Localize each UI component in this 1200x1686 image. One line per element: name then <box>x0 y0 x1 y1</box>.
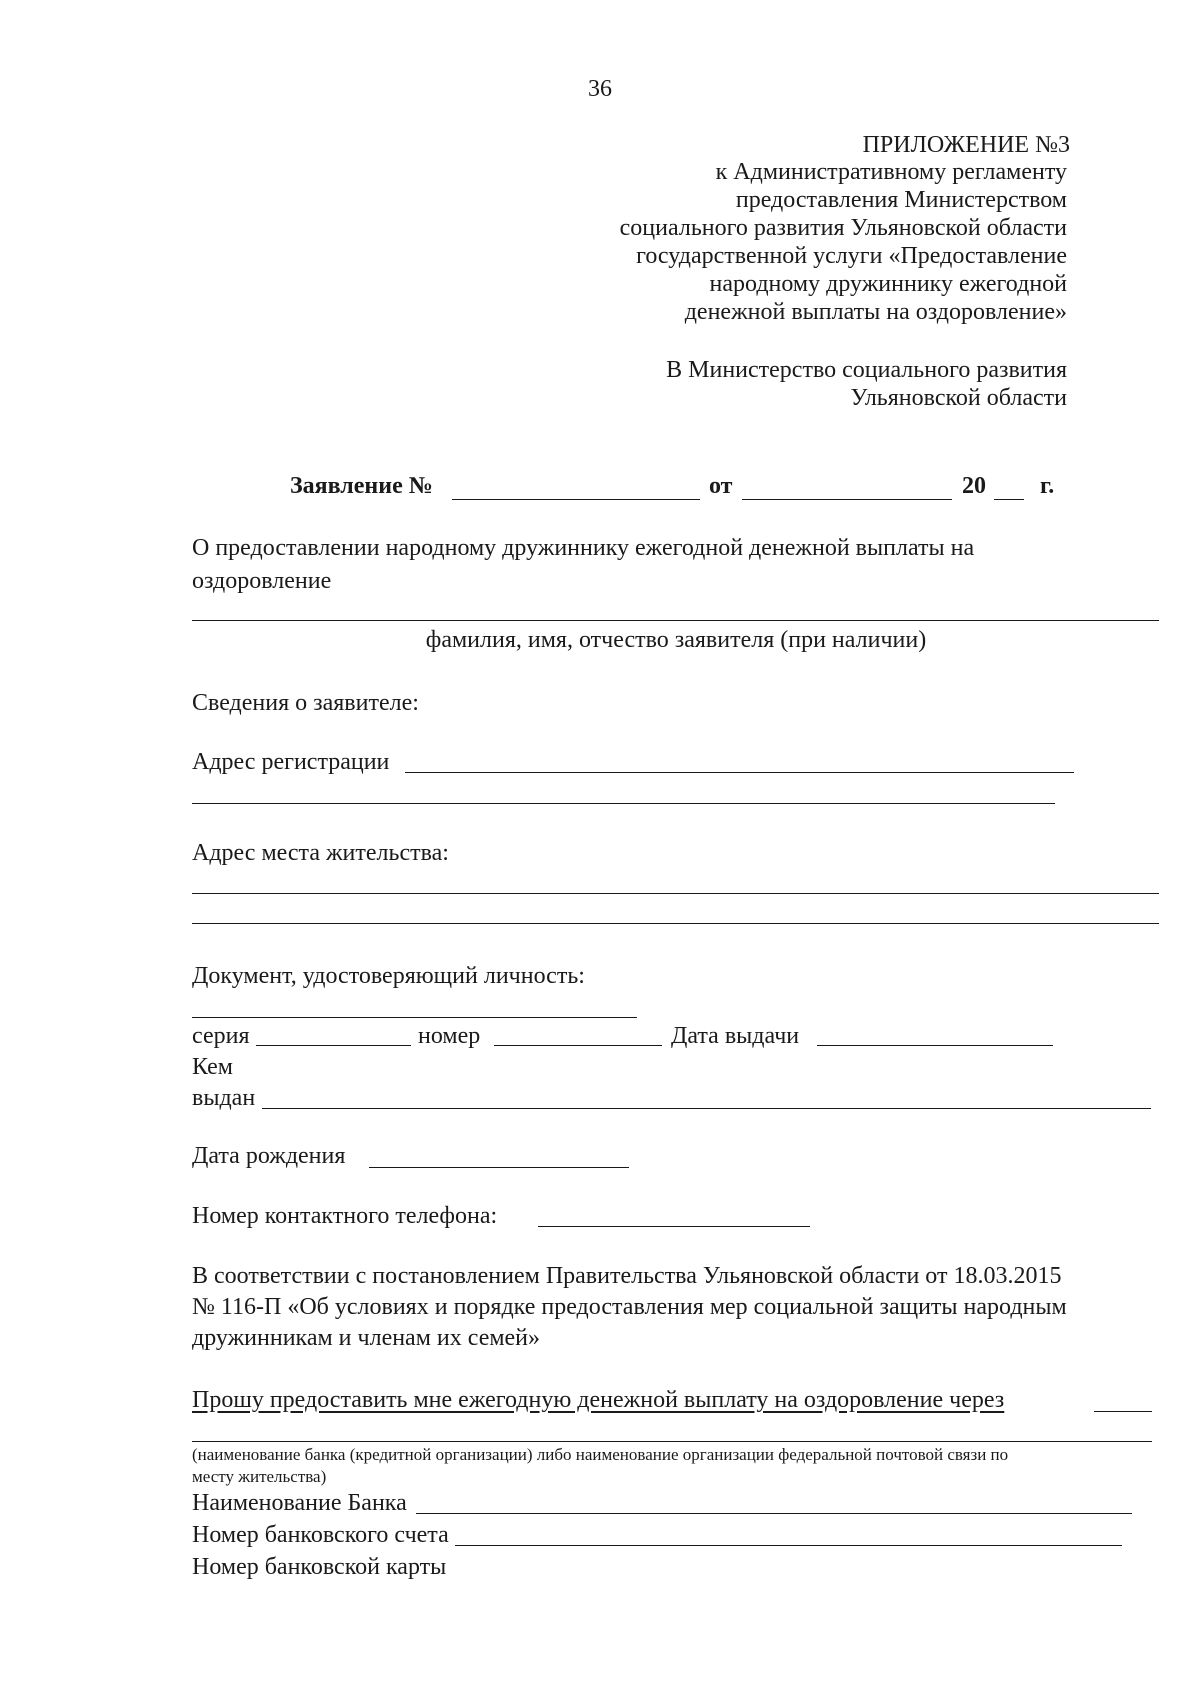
issue-date-field[interactable] <box>817 1045 1053 1046</box>
phone-field[interactable] <box>538 1226 810 1227</box>
subject-line: оздоровление <box>192 568 332 594</box>
bank-card-label: Номер банковской карты <box>192 1554 447 1580</box>
fio-caption: фамилия, имя, отчество заявителя (при наличии) <box>425 627 927 653</box>
bank-name-field[interactable] <box>416 1513 1132 1514</box>
series-field[interactable] <box>256 1045 411 1046</box>
appendix-line: к Административному регламенту <box>715 159 1067 185</box>
year-field[interactable] <box>994 499 1024 500</box>
addressee-line: Ульяновской области <box>850 385 1067 411</box>
reg-address-field[interactable] <box>405 772 1074 773</box>
phone-label: Номер контактного телефона: <box>192 1203 498 1229</box>
id-document-field[interactable] <box>192 1017 637 1018</box>
bank-caption-line: месту жительства) <box>192 1467 327 1486</box>
request-text: Прошу предоставить мне ежегодную денежной выплату на оздоровление через <box>192 1387 1005 1413</box>
number-label: номер <box>418 1023 481 1049</box>
id-document-label: Документ, удостоверяющий личность: <box>192 963 585 989</box>
year-label: 20 <box>962 473 986 499</box>
appendix-line: предоставления Министерством <box>735 187 1067 213</box>
number-field[interactable] <box>494 1045 662 1046</box>
issue-date-label: Дата выдачи <box>671 1023 800 1049</box>
application-date-field[interactable] <box>742 499 952 500</box>
residence-address-field-line-2[interactable] <box>192 923 1159 924</box>
bank-field[interactable] <box>1094 1411 1152 1412</box>
series-label: серия <box>192 1023 250 1049</box>
residence-address-label: Адрес места жительства: <box>192 840 449 866</box>
issued-by-label: выдан <box>192 1085 256 1111</box>
legal-basis-line: дружинникам и членам их семей» <box>192 1325 541 1351</box>
page-number: 36 <box>588 76 612 102</box>
bank-caption-line: (наименование банка (кредитной организации) либо наименование организации федеральной почтовой связи по <box>192 1445 1009 1464</box>
subject-line: О предоставлении народному дружиннику ежегодной денежной выплаты на <box>192 535 975 561</box>
residence-address-field[interactable] <box>192 893 1159 894</box>
bank-account-label: Номер банковского счета <box>192 1522 449 1548</box>
date-from-label: от <box>709 473 733 499</box>
appendix-line: социального развития Ульяновской области <box>619 215 1067 241</box>
appendix-line: народному дружиннику ежегодной <box>709 271 1067 297</box>
birth-date-field[interactable] <box>369 1167 629 1168</box>
bank-account-field[interactable] <box>455 1545 1122 1546</box>
bank-field-line-2[interactable] <box>192 1441 1152 1442</box>
year-suffix: г. <box>1040 473 1055 499</box>
legal-basis-line: В соответствии с постановлением Правительства Ульяновской области от 18.03.2015 <box>192 1263 1062 1289</box>
application-number-field[interactable] <box>452 499 700 500</box>
appendix-line: денежной выплаты на оздоровление» <box>684 299 1067 325</box>
appendix-line: государственной услуги «Предоставление <box>636 243 1067 269</box>
application-heading: Заявление № <box>290 473 433 499</box>
reg-address-field-line-2[interactable] <box>192 803 1055 804</box>
applicant-info-label: Сведения о заявителе: <box>192 690 419 716</box>
fio-field[interactable] <box>192 620 1159 621</box>
reg-address-label: Адрес регистрации <box>192 749 390 775</box>
issued-by-field[interactable] <box>262 1108 1151 1109</box>
addressee-line: В Министерство социального развития <box>666 357 1067 383</box>
issued-by-label: Кем <box>192 1054 233 1080</box>
legal-basis-line: № 116-П «Об условиях и порядке предоставления мер социальной защиты народным <box>192 1294 1067 1320</box>
bank-name-label: Наименование Банка <box>192 1490 407 1516</box>
appendix-title: ПРИЛОЖЕНИЕ №3 <box>862 132 1070 158</box>
birth-date-label: Дата рождения <box>192 1143 346 1169</box>
